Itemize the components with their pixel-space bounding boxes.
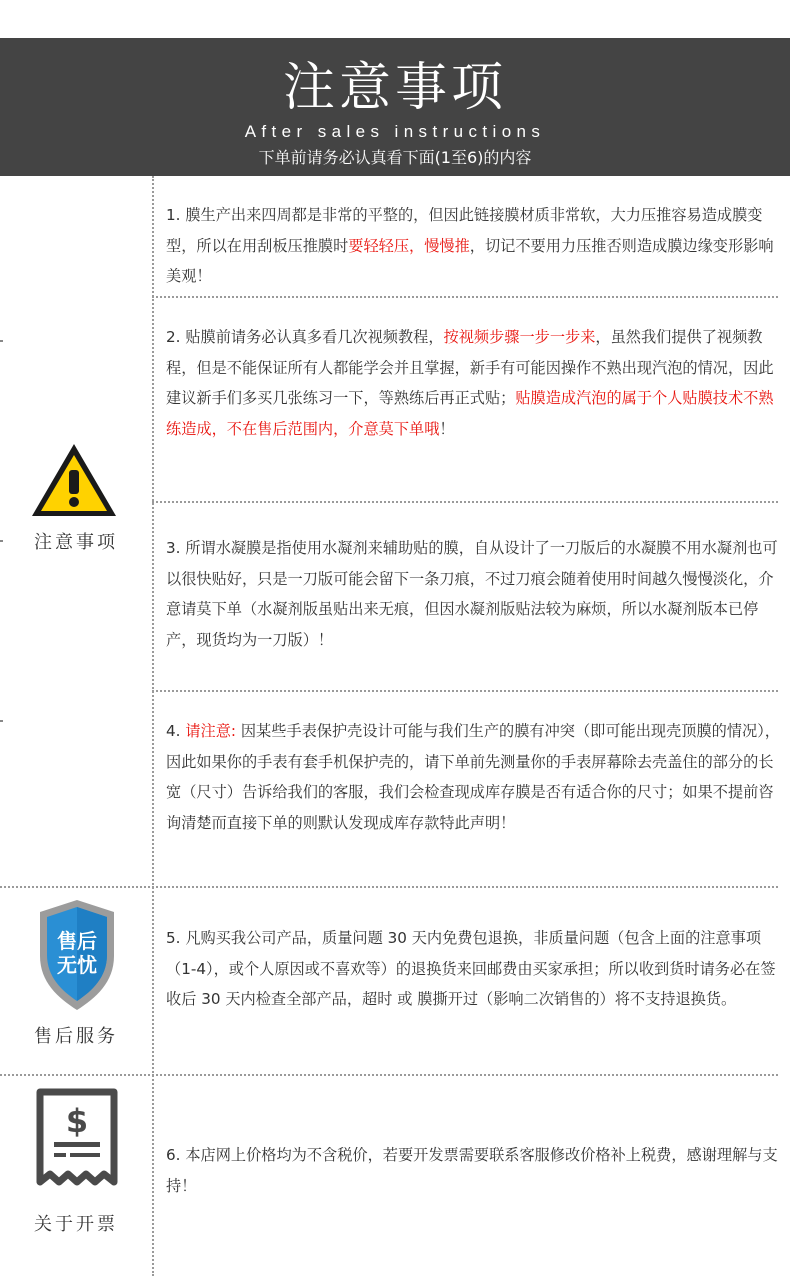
divider-5 (0, 1074, 778, 1076)
receipt-icon (34, 1086, 120, 1188)
item-2-text-mid: ，虽然我们提供了视频教程，但是不能保证所有人都能学会并且掌握，新手有可能因操作不熟出现汽泡的情况，因此建议新手们多买几张练习一下，等熟练后再正式贴； (166, 328, 774, 407)
item-3-text: 3. 所谓水凝膜是指使用水凝剂来辅助贴的膜，自从设计了一刀版后的水凝膜不用水凝剂也可以很快贴好，只是一刀版可能会留下一条刀痕，不过刀痕会随着使用时间越久慢慢淡化，介意请莫下单（水凝剂版虽贴出来无痕，但因水凝剂版贴法较为麻烦，所以水凝剂版本已停产，现货均为一刀版）！ (166, 539, 778, 649)
edge-mark (0, 340, 3, 342)
item-4-text: 因某些手表保护壳设计可能与我们生产的膜有冲突（即可能出现壳顶膜的情况），因此如果你的手表有套手机保护壳的，请下单前先测量你的手表屏幕除去壳盖住的部分的长宽（尺寸）告诉给我们的客服，我们会检查现成库存膜是否有适合你的尺寸；如果不提前咨询清楚而直接下单的则默认发现成库存款特此声明！ (166, 722, 780, 832)
invoice-label: 关于开票 (34, 1214, 118, 1235)
divider-1 (152, 296, 778, 298)
item-1-text: 1. 膜生产出来四周都是非常的平整的，但因此链接膜材质非常软，大力压推容易造成膜变型，所以在用刮板压推膜时 (166, 206, 763, 255)
page-header (0, 38, 790, 176)
item-2-text: 2. 贴膜前请务必认真多看几次视频教程， (166, 328, 444, 346)
notice-item-1 (166, 200, 788, 292)
reading-notice: 下单前请务必认真看下面(1至6)的内容 (258, 148, 532, 167)
divider-4 (0, 886, 778, 888)
notice-item-4 (166, 716, 788, 838)
notice-item-3 (166, 533, 788, 655)
item-4-attention: 请注意: (185, 722, 237, 740)
item-5-text: 5. 凡购买我公司产品，质量问题 30 天内免费包退换，非质量问题（包含上面的注意事项（1-4），或个人原因或不喜欢等）的退换货来回邮费由买家承担；所以收到货时请务必在签收后 30 天内检查全部产品，超时 或 膜撕开过（影响二次销售的）将不支持退换货。 (166, 929, 776, 1008)
divider-2 (152, 501, 778, 503)
item-6-text: 6. 本店网上价格均为不含税价，若要开发票需要联系客服修改价格补上税费，感谢理解与支持！ (166, 1146, 778, 1195)
warning-icon (29, 440, 119, 520)
edge-mark (0, 720, 3, 722)
page-title: 注意事项 (282, 58, 507, 118)
shield-badge-icon (36, 898, 118, 1012)
badge-text-1: 售后 (57, 929, 97, 953)
page-subtitle: After sales instructions (244, 122, 546, 141)
item-1-highlight: 要轻轻压，慢慢推 (348, 236, 470, 255)
dollar-symbol: $ (65, 1102, 89, 1140)
item-2-text-end: ！ (439, 419, 455, 438)
notice-item-6 (166, 1140, 788, 1201)
notice-item-5 (166, 923, 788, 1015)
divider-3 (152, 690, 778, 692)
item-2-warning: 贴膜造成汽泡的属于个人贴膜技术不熟练造成，不在售后范围内，介意莫下单哦 (166, 389, 774, 438)
item-2-highlight: 按视频步骤一步一步来 (443, 328, 596, 346)
item-1-text-end: ，切记不要用力压推否则造成膜边缘变形影响美观！ (166, 236, 774, 285)
column-divider (152, 176, 154, 1276)
aftersales-label: 售后服务 (34, 1026, 118, 1047)
notice-item-2 (166, 322, 788, 444)
item-4-number: 4. (166, 722, 186, 740)
badge-text-2: 无忧 (57, 953, 97, 977)
caution-label: 注意事项 (34, 532, 118, 553)
